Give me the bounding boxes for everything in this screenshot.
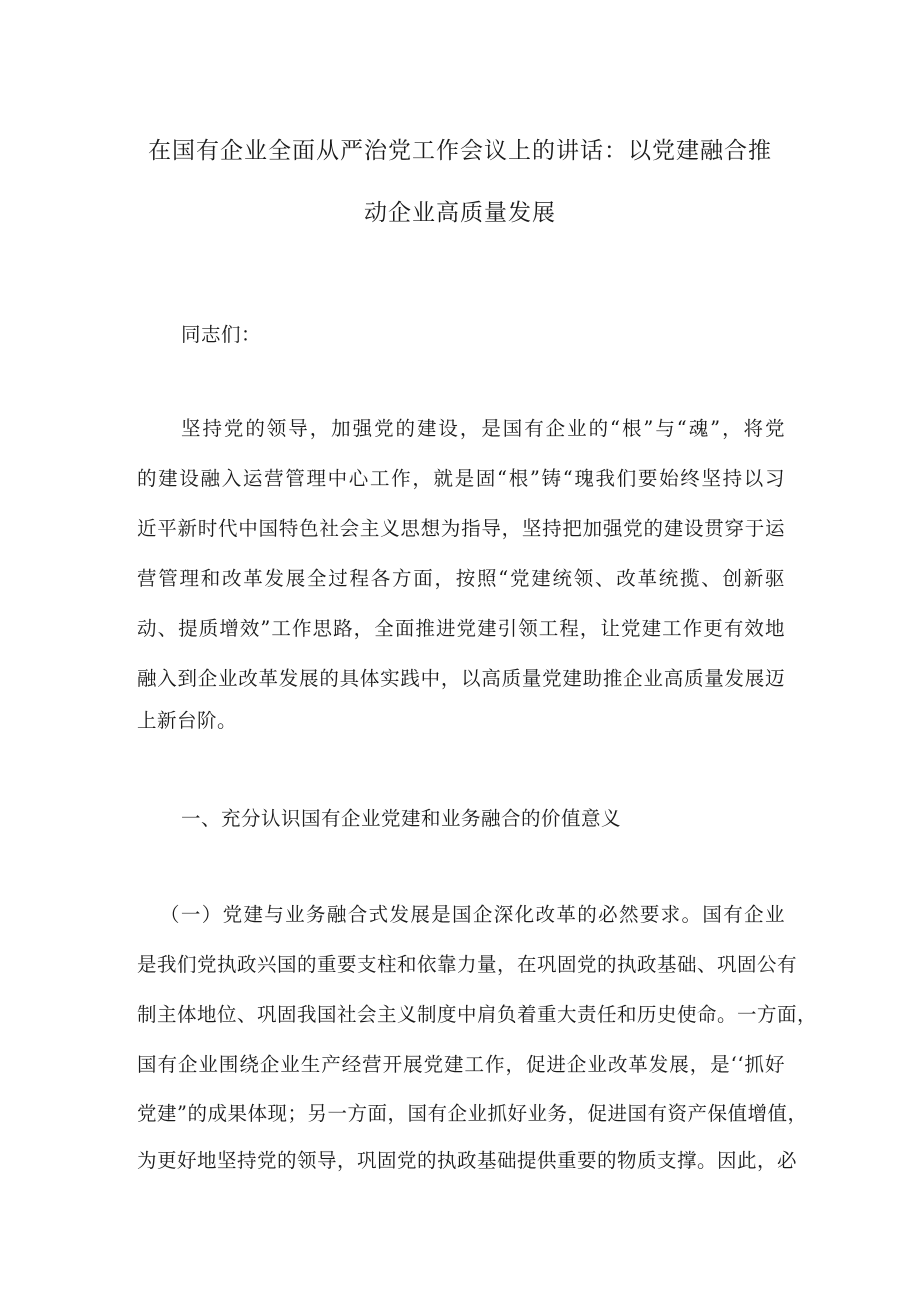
document-title-line-2: 动企业高质量发展 <box>364 200 556 226</box>
paragraph-line: 国有企业围绕企业生产经营开展党建工作，促进企业改革发展，是‘‘抓好 <box>137 1053 785 1076</box>
section-heading: 一、充分认识国有企业党建和业务融合的价值意义 <box>181 807 622 830</box>
document-title-line-1: 在国有企业全面从严治党工作会议上的讲话：以党建融合推 <box>148 138 772 164</box>
paragraph-line: 的建设融入运营管理中心工作，就是固“根”铸“瑰我们要始终坚持以习 <box>137 467 785 490</box>
paragraph-line: 是我们党执政兴国的重要支柱和依靠力量，在巩固党的执政基础、巩固公有 <box>137 953 798 976</box>
paragraph-line: 坚持党的领导，加强党的建设，是国有企业的“根”与“魂”，将党 <box>181 417 785 440</box>
paragraph-line: 营管理和改革发展全过程各方面，按照“党建统领、改革统揽、创新驱 <box>137 567 785 590</box>
paragraph-line: 融入到企业改革发展的具体实践中，以高质量党建助推企业高质量发展迈 <box>137 667 785 690</box>
paragraph-line: （一）党建与业务融合式发展是国企深化改革的必然要求。国有企业 <box>160 903 785 926</box>
paragraph-line: 为更好地坚持党的领导，巩固党的执政基础提供重要的物质支撑。因此，必 <box>137 1149 798 1172</box>
paragraph-line: 动、提质增效”工作思路，全面推进党建引领工程，让党建工作更有效地 <box>137 617 785 640</box>
paragraph-line: 制主体地位、巩固我国社会主义制度中肩负着重大责任和历史使命。一方面， <box>137 1003 818 1026</box>
salutation: 同志们： <box>181 323 262 346</box>
paragraph-line: 上新台阶。 <box>137 709 238 732</box>
paragraph-line: 党建”的成果体现；另一方面，国有企业抓好业务，促进国有资产保值增值， <box>137 1102 808 1125</box>
paragraph-line: 近平新时代中国特色社会主义思想为指导，坚持把加强党的建设贯穿于运 <box>137 517 785 540</box>
